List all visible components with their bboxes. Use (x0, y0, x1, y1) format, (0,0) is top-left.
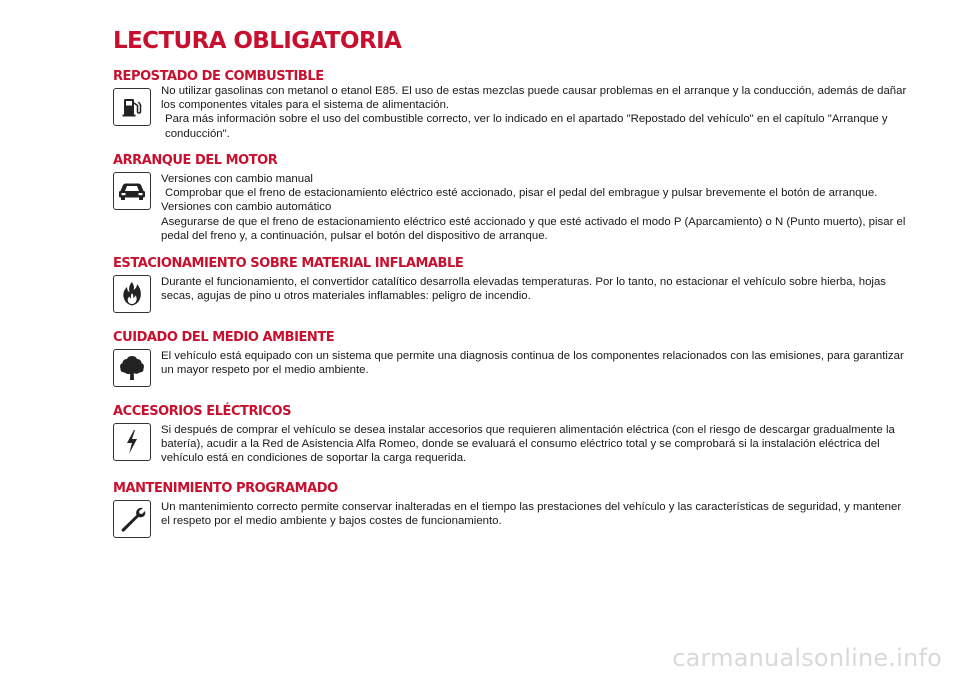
section-paragraph: Durante el funcionamiento, el convertidor catalítico desarrolla elevadas temperaturas. Por lo tanto, no estacionar el vehículo sobre hierba, hojas secas, agujas de pino u otros materiales inflamables: peligro de incendio. (161, 276, 886, 303)
section-heading: ARRANQUE DEL MOTOR (113, 153, 278, 168)
watermark: carmanualsonline.info (672, 644, 942, 672)
fuel-pump-icon (113, 88, 151, 126)
section-subheading: Versiones con cambio manual (161, 173, 313, 185)
section-environment (113, 331, 909, 377)
section-heading: REPOSTADO DE COMBUSTIBLE (113, 69, 324, 84)
lightning-icon (113, 423, 151, 461)
section-electrical-accessories (113, 405, 909, 466)
section-scheduled-maintenance (113, 482, 909, 528)
tree-icon (113, 349, 151, 387)
section-heading: ACCESORIOS ELÉCTRICOS (113, 404, 292, 419)
section-paragraph: Un mantenimiento correcto permite conservar inalteradas en el tiempo las prestaciones del vehículo y las características de seguridad, y mantener el respeto por el medio ambiente y bajos costes de funcionamiento. (161, 501, 902, 528)
section-paragraph: Asegurarse de que el freno de estacionamiento eléctrico esté accionado y que esté activado el modo P (Aparcamiento) o N (Punto muerto), pisar el pedal del freno y, a continuación, pulsar el botón del dispositivo de arranque. (161, 215, 906, 242)
section-paragraph: Para más información sobre el uso del combustible correcto, ver lo indicado en el apartado "Repostado del vehículo" en el capítulo "Arranque y conducción". (165, 113, 888, 140)
section-heading: MANTENIMIENTO PROGRAMADO (113, 481, 338, 496)
fire-icon (113, 275, 151, 313)
section-heading: CUIDADO DEL MEDIO AMBIENTE (113, 330, 335, 345)
section-paragraph: Comprobar que el freno de estacionamiento eléctrico esté accionado, pisar el pedal del embrague y pulsar brevemente el botón de arranque. (165, 187, 878, 200)
wrench-icon (113, 500, 151, 538)
car-icon (113, 172, 151, 210)
page-title: LECTURA OBLIGATORIA (113, 28, 402, 54)
section-subheading: Versiones con cambio automático (161, 201, 332, 214)
section-fuel (113, 70, 909, 141)
section-paragraph: Si después de comprar el vehículo se desea instalar accesorios que requieren alimentación eléctrica (con el riesgo de descargar gradualmente la batería), acudir a la Red de Asistencia Alfa Romeo, donde se evaluará el consumo eléctrico total y se comprobará si la instalación eléctrica del vehículo está en condiciones de soportar la carga requerida. (161, 424, 895, 465)
section-paragraph: No utilizar gasolinas con metanol o etanol E85. El uso de estas mezclas puede causar problemas en el arranque y la conducción, además de dañar los componentes vitales para el sistema de alimentación. (161, 85, 907, 112)
section-paragraph: El vehículo está equipado con un sistema que permite una diagnosis continua de los componentes relacionados con las emisiones, para garantizar un mayor respeto por el medio ambiente. (161, 350, 904, 377)
section-heading: ESTACIONAMIENTO SOBRE MATERIAL INFLAMABLE (113, 256, 464, 271)
section-engine-start (113, 154, 909, 243)
section-flammable-parking (113, 257, 909, 303)
